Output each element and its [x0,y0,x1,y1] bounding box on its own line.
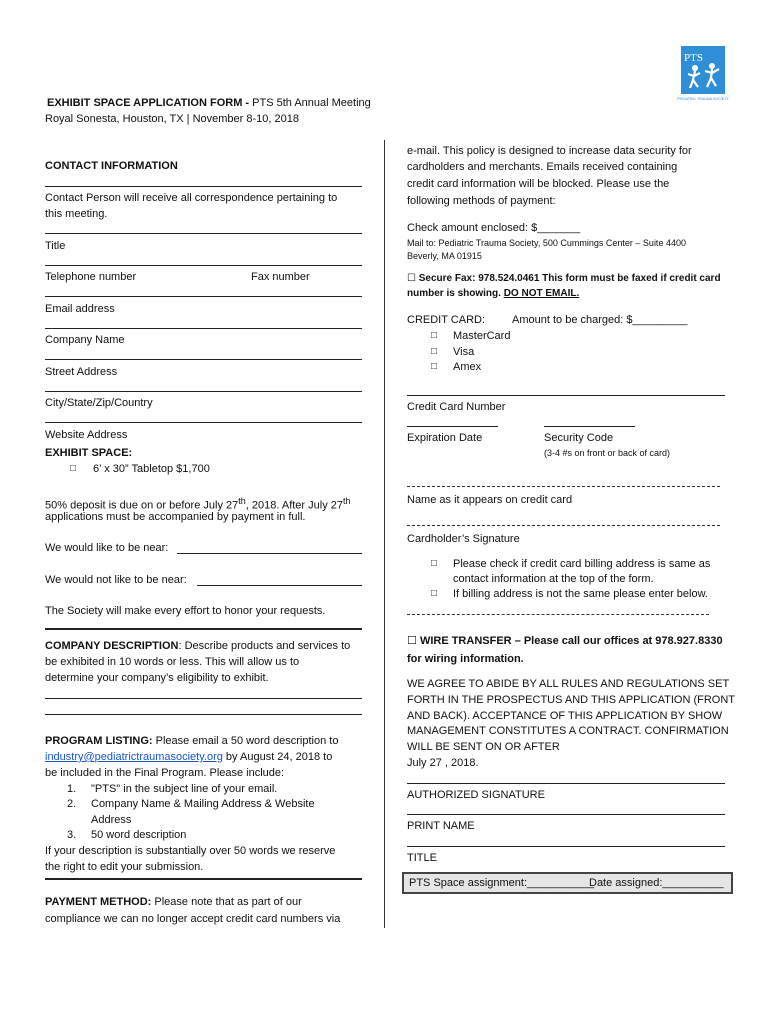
security-label: Security Code [544,432,614,444]
tabletop-option: 6’ x 30” Tabletop $1,700 [93,463,210,475]
signature-label: Cardholder’s Signature [407,533,520,545]
company-line[interactable] [45,328,362,329]
name-on-card-label: Name as it appears on credit card [407,494,573,506]
wire-text: WIRE TRANSFER – Please call our offices at 978.927.8330 [419,635,723,647]
section-divider-1 [45,628,362,630]
form-title-rest: PTS 5th Annual Meeting [249,97,371,109]
company-desc-line-3: determine your company’s eligibility to exhibit. [45,672,269,684]
exhibit-heading: EXHIBIT SPACE: [45,447,133,459]
program-item-num-1: 1. [67,783,77,795]
program-line-1 [45,734,338,748]
payment-cont-1: e-mail. This policy is designed to increase data security for [407,145,692,157]
authorized-signature-input[interactable] [407,783,725,784]
agreement-line-5: WILL BE SENT ON OR AFTER [407,741,560,753]
program-item-num-3: 3. [67,829,77,841]
secure-fax-line-2 [407,287,579,301]
company-desc-input-1[interactable] [45,698,362,699]
section-divider-2 [45,878,362,880]
city-line[interactable] [45,391,362,392]
telephone-label: Telephone number [45,271,137,283]
near-input[interactable] [177,553,362,554]
visa-label: Visa [453,346,475,358]
amex-checkbox[interactable]: □ [431,361,438,372]
pts-logo [677,46,729,102]
agreement-line-6: July 27 , 2018. [407,757,479,769]
program-note-1: If your description is substantially over 50 words we reserve [45,845,336,857]
payment-heading: PAYMENT METHOD: [45,896,152,908]
billing-diff-checkbox[interactable]: □ [431,588,438,599]
company-desc-input-2[interactable] [45,714,362,715]
secure-fax-label: Secure Fax [418,273,473,284]
billing-same-1: Please check if credit card billing address is same as [453,558,711,570]
payment-line-2: compliance we can no longer accept credit card numbers via [45,913,341,925]
contact-note-1: Contact Person will receive all correspondence pertaining to [45,192,338,204]
wire-checkbox[interactable]: ☐ [407,635,417,647]
website-label: Website Address [45,429,128,441]
secure-fax-text: : 978.524.0461 This form must be faxed if credit card [472,273,721,284]
honor-note: The Society will make every effort to honor your requests. [45,605,326,617]
cc-number-input[interactable] [407,395,725,396]
contact-note-2: this meeting. [45,208,108,220]
column-divider [384,140,385,928]
street-line[interactable] [45,359,362,360]
space-assignment: PTS Space assignment:___________ [409,877,595,889]
near-label: We would like to be near: [45,542,169,554]
secure-fax-no-email: DO NOT EMAIL. [503,288,580,299]
city-label: City/State/Zip/Country [45,397,153,409]
billing-diff: If billing address is not the same please enter below. [453,588,708,600]
deposit-sup-2: th [343,496,351,506]
title-signature-label: TITLE [407,852,437,864]
billing-same-checkbox[interactable]: □ [431,558,438,569]
street-label: Street Address [45,366,118,378]
website-line[interactable] [45,422,362,423]
email-line[interactable] [45,296,362,297]
security-note: (3-4 #s on front or back of card) [544,448,671,458]
credit-card-label: CREDIT CARD: [407,314,486,326]
wire-line-1 [407,634,723,648]
company-desc-text: : Describe products and services to [178,640,351,652]
pts-logo-graphic [677,46,729,102]
check-amount[interactable]: Check amount enclosed: $_______ [407,222,581,234]
program-deadline: by August 24, 2018 to [222,751,333,763]
program-email-link[interactable]: industry@pediatrictraumasociety.org [45,751,223,763]
wire-line-2: for wiring information. [407,653,524,665]
agreement-line-4: MANAGEMENT CONSTITUTES A CONTRACT. CONFIRMATION [407,725,729,737]
program-line-2 [45,750,332,764]
program-item-2: Company Name & Mailing Address & Website [91,798,315,810]
payment-text: Please note that as part of our [151,896,302,908]
not-near-label: We would not like to be near: [45,574,187,586]
mail-to-2: Beverly, MA 01915 [407,251,482,261]
visa-checkbox[interactable]: □ [431,346,438,357]
payment-cont-2: cardholders and merchants. Emails received containing [407,161,678,173]
program-item-1: "PTS" in the subject line of your email. [91,783,278,795]
deposit-sup-1: th [238,496,246,506]
date-assigned: Date assigned:__________ [589,877,724,889]
tabletop-checkbox[interactable]: □ [70,463,77,474]
print-name-label: PRINT NAME [407,820,475,832]
authorized-signature-label: AUTHORIZED SIGNATURE [407,789,545,801]
security-input[interactable] [544,426,635,427]
billing-address-input[interactable] [407,614,709,615]
not-near-input[interactable] [197,585,362,586]
contact-heading: CONTACT INFORMATION [45,160,178,172]
deposit-text-a: 50% deposit is due on or before July 27 [45,499,239,512]
title-input[interactable] [407,846,725,847]
signature-input[interactable] [407,525,720,526]
deposit-line-2: applications must be accompanied by payment in full. [45,511,306,523]
form-title [47,96,371,110]
title-label: Title [45,240,66,252]
expiration-label: Expiration Date [407,432,483,444]
deposit-text-b: , 2018. After July 27 [245,499,343,512]
fax-label: Fax number [251,271,310,283]
contact-person-line[interactable] [45,186,362,187]
office-use-box [402,872,733,894]
logo-text: PTS [684,52,703,64]
mastercard-label: MasterCard [453,330,511,342]
telephone-line[interactable] [45,265,362,266]
email-label: Email address [45,303,115,315]
company-desc-line-1 [45,639,350,653]
expiration-input[interactable] [407,426,498,427]
company-desc-line-2: be exhibited in 10 words or less. This will allow us to [45,656,300,668]
payment-cont-4: following methods of payment: [407,195,556,207]
company-label: Company Name [45,334,125,346]
cc-number-label: Credit Card Number [407,401,506,413]
logo-subtext: PEDIATRIC TRAUMA SOCIETY [677,97,729,101]
name-on-card-input[interactable] [407,486,720,487]
mastercard-checkbox[interactable]: □ [431,330,438,341]
secure-fax-line-1 [407,272,721,286]
program-line-3: be included in the Final Program. Please include: [45,767,285,779]
amex-label: Amex [453,361,482,373]
agreement-line-2: FORTH IN THE PROSPECTUS AND THIS APPLICATION (FRONT [407,694,736,706]
company-desc-heading: COMPANY DESCRIPTION [45,640,179,652]
form-title-bold: EXHIBIT SPACE APPLICATION FORM - [47,97,250,109]
payment-line-1 [45,895,302,909]
program-item-3: 50 word description [91,829,187,841]
program-heading: PROGRAM LISTING: [45,735,153,747]
program-item-num-2: 2. [67,798,77,810]
venue: Royal Sonesta, Houston, TX | November 8-10, 2018 [45,113,299,125]
print-name-input[interactable] [407,814,725,815]
secure-fax-checkbox[interactable]: ☐ [407,273,416,284]
billing-same-2: contact information at the top of the form. [453,573,654,585]
secure-fax-line-2a: number is showing. [407,288,504,299]
cc-amount[interactable]: Amount to be charged: $_________ [512,314,688,326]
program-note-2: the right to edit your submission. [45,861,204,873]
program-text: Please email a 50 word description to [152,735,339,747]
mail-to-1: Mail to: Pediatric Trauma Society, 500 Cummings Center – Suite 4400 [407,238,686,248]
title-line[interactable] [45,233,362,234]
program-item-2-cont: Address [91,814,132,826]
agreement-line-3: AND BACK). ACCEPTANCE OF THIS APPLICATION BY SHOW [407,710,723,722]
agreement-line-1: WE AGREE TO ABIDE BY ALL RULES AND REGULATIONS SET [407,678,730,690]
payment-cont-3: credit card information will be blocked. Please use the [407,178,670,190]
